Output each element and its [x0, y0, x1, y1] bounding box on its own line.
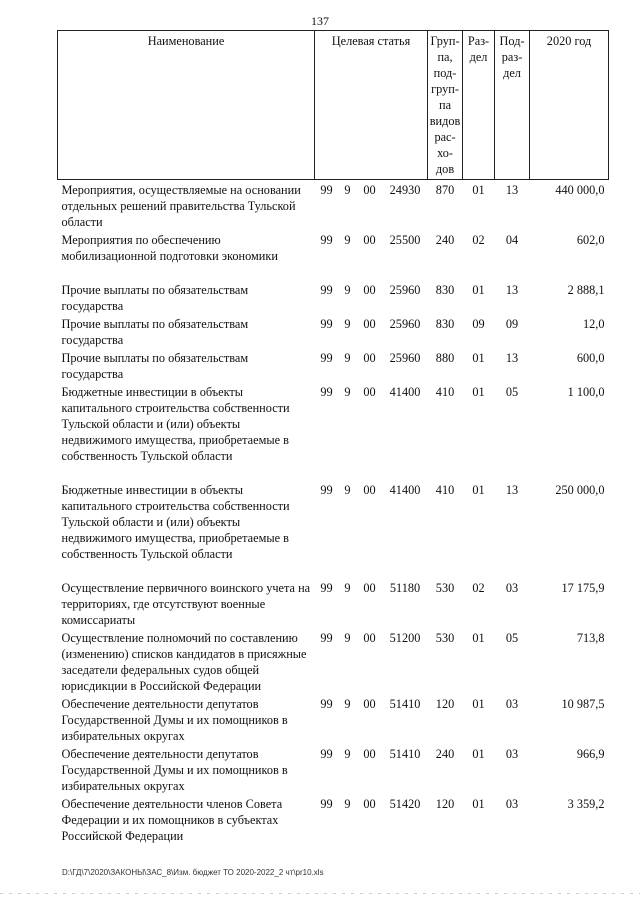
cell-subsection: 03	[505, 581, 519, 595]
scan-artifact-line	[0, 893, 640, 894]
cell-target-subprogram: 9	[344, 747, 351, 761]
file-path-footer: D:\ГД\7\2020\ЗАКОНЫ\ЗАС_8\Изм. бюджет ТО 2020-2022_2 чт\pr10.xls	[62, 868, 324, 877]
cell-target-main-event: 00	[363, 797, 376, 811]
cell-target-main-event: 00	[363, 351, 376, 365]
cell-section: 01	[472, 385, 485, 399]
cell-target-main-event: 00	[363, 283, 376, 297]
cell-target-main-event: 00	[363, 747, 376, 761]
cell-target-program: 99	[320, 797, 333, 811]
cell-subsection: 13	[505, 183, 519, 197]
cell-amount: 713,8	[576, 631, 605, 645]
cell-name: Мероприятия, осуществляемые на основании отдельных решений правительства Тульской области	[61, 183, 301, 229]
cell-subsection: 05	[505, 631, 519, 645]
header-section: Раз-дел	[463, 31, 495, 180]
cell-subsection: 04	[505, 233, 519, 247]
cell-section: 01	[472, 697, 485, 711]
table-row	[58, 628, 609, 694]
cell-target-main-event: 00	[363, 233, 376, 247]
cell-section: 01	[472, 351, 485, 365]
cell-section: 01	[472, 797, 485, 811]
cell-target-direction: 25500	[389, 233, 421, 247]
spacer-cell	[58, 264, 609, 280]
table-row	[58, 744, 609, 794]
cell-subsection: 03	[505, 747, 519, 761]
table-row	[58, 348, 609, 382]
cell-target-subprogram: 9	[344, 385, 351, 399]
cell-amount: 2 888,1	[567, 283, 605, 297]
cell-target-subprogram: 9	[344, 797, 351, 811]
cell-target-program: 99	[320, 385, 333, 399]
cell-expense-group: 830	[435, 317, 455, 331]
cell-target-subprogram: 9	[344, 483, 351, 497]
header-name: Наименование	[58, 31, 315, 180]
cell-target-program: 99	[320, 233, 333, 247]
cell-target-main-event: 00	[363, 697, 376, 711]
cell-section: 01	[472, 183, 485, 197]
cell-target-direction: 51180	[389, 581, 421, 595]
cell-target-direction: 51410	[389, 697, 421, 711]
cell-target-direction: 51200	[389, 631, 421, 645]
cell-target-program: 99	[320, 581, 333, 595]
cell-target-direction: 25960	[389, 283, 421, 297]
cell-target-program: 99	[320, 697, 333, 711]
cell-expense-group: 120	[435, 697, 455, 711]
cell-name: Обеспечение деятельности членов Совета Федерации и их помощников в субъектах Российской Федерации	[61, 797, 283, 843]
cell-amount: 250 000,0	[555, 483, 605, 497]
table-header-row	[58, 31, 609, 180]
table-row	[58, 794, 609, 844]
cell-name: Бюджетные инвестиции в объекты капитального строительства собственности Тульской области и (или) объекты недвижимого имущества, приобретаемые в собственность Тульской области	[61, 483, 290, 561]
cell-amount: 3 359,2	[567, 797, 605, 811]
cell-target-main-event: 00	[363, 317, 376, 331]
cell-target-subprogram: 9	[344, 317, 351, 331]
cell-target-subprogram: 9	[344, 283, 351, 297]
table-row	[58, 382, 609, 464]
cell-section: 01	[472, 631, 485, 645]
cell-amount: 10 987,5	[561, 697, 605, 711]
spacer-cell	[58, 562, 609, 578]
cell-section: 01	[472, 483, 485, 497]
cell-expense-group: 410	[435, 483, 455, 497]
cell-target-program: 99	[320, 747, 333, 761]
cell-target-program: 99	[320, 631, 333, 645]
cell-name: Бюджетные инвестиции в объекты капитального строительства собственности Тульской области и (или) объекты недвижимого имущества, приобретаемые в собственность Тульской области	[61, 385, 290, 463]
cell-expense-group: 530	[435, 631, 455, 645]
cell-target-program: 99	[320, 317, 333, 331]
cell-subsection: 09	[505, 317, 519, 331]
cell-section: 09	[472, 317, 485, 331]
cell-name: Обеспечение деятельности депутатов Государственной Думы и их помощников в избирательных округах	[61, 747, 288, 793]
cell-name: Прочие выплаты по обязательствам государства	[61, 317, 249, 347]
cell-subsection: 13	[505, 483, 519, 497]
cell-target-subprogram: 9	[344, 233, 351, 247]
table-row	[58, 180, 609, 231]
cell-target-subprogram: 9	[344, 631, 351, 645]
table-row	[58, 314, 609, 348]
cell-target-direction: 51420	[389, 797, 421, 811]
cell-name: Прочие выплаты по обязательствам государства	[61, 283, 249, 313]
table-row	[58, 694, 609, 744]
cell-target-direction: 41400	[389, 483, 421, 497]
table-row	[58, 480, 609, 562]
cell-amount: 602,0	[576, 233, 605, 247]
cell-section: 01	[472, 283, 485, 297]
cell-amount: 440 000,0	[555, 183, 605, 197]
cell-expense-group: 870	[435, 183, 455, 197]
cell-target-direction: 41400	[389, 385, 421, 399]
cell-subsection: 03	[505, 697, 519, 711]
cell-amount: 600,0	[576, 351, 605, 365]
cell-target-direction: 25960	[389, 317, 421, 331]
cell-target-main-event: 00	[363, 631, 376, 645]
header-subsection: Под-раз-дел	[495, 31, 530, 180]
cell-amount: 12,0	[583, 317, 605, 331]
cell-target-direction: 25960	[389, 351, 421, 365]
cell-target-main-event: 00	[363, 183, 376, 197]
cell-target-direction: 24930	[389, 183, 421, 197]
header-year-2020: 2020 год	[530, 31, 609, 180]
cell-name: Осуществление полномочий по составлению (изменению) списков кандидатов в присяжные заседатели федеральных судов общей юрисдикции в Российской Федерации	[61, 631, 307, 693]
cell-target-program: 99	[320, 351, 333, 365]
cell-expense-group: 120	[435, 797, 455, 811]
budget-table	[57, 30, 609, 844]
cell-amount: 17 175,9	[561, 581, 605, 595]
table-row	[58, 280, 609, 314]
cell-amount: 1 100,0	[567, 385, 605, 399]
row-spacer	[58, 264, 609, 280]
cell-subsection: 03	[505, 797, 519, 811]
cell-expense-group: 530	[435, 581, 455, 595]
cell-target-main-event: 00	[363, 581, 376, 595]
cell-section: 01	[472, 747, 485, 761]
cell-target-program: 99	[320, 183, 333, 197]
cell-expense-group: 240	[435, 747, 455, 761]
cell-target-program: 99	[320, 283, 333, 297]
cell-target-main-event: 00	[363, 483, 376, 497]
cell-target-subprogram: 9	[344, 351, 351, 365]
spacer-cell	[58, 464, 609, 480]
cell-target-subprogram: 9	[344, 183, 351, 197]
cell-name: Осуществление первичного воинского учета на территориях, где отсутствуют военные комиссариаты	[61, 581, 311, 627]
cell-target-subprogram: 9	[344, 581, 351, 595]
cell-name: Мероприятия по обеспечению мобилизационной подготовки экономики	[61, 233, 278, 263]
cell-section: 02	[472, 233, 485, 247]
cell-target-direction: 51410	[389, 747, 421, 761]
header-target-article: Целевая статья	[315, 31, 428, 180]
cell-name: Прочие выплаты по обязательствам государства	[61, 351, 249, 381]
header-expense-group: Груп-па, под-груп-па видов рас-хо-дов	[428, 31, 463, 180]
cell-expense-group: 410	[435, 385, 455, 399]
cell-target-subprogram: 9	[344, 697, 351, 711]
cell-target-main-event: 00	[363, 385, 376, 399]
cell-amount: 966,9	[576, 747, 605, 761]
cell-expense-group: 830	[435, 283, 455, 297]
cell-subsection: 13	[505, 351, 519, 365]
cell-name: Обеспечение деятельности депутатов Государственной Думы и их помощников в избирательных округах	[61, 697, 288, 743]
cell-target-program: 99	[320, 483, 333, 497]
cell-section: 02	[472, 581, 485, 595]
cell-expense-group: 240	[435, 233, 455, 247]
table-row	[58, 578, 609, 628]
cell-expense-group: 880	[435, 351, 455, 365]
page-number: 137	[311, 14, 329, 28]
cell-subsection: 13	[505, 283, 519, 297]
row-spacer	[58, 464, 609, 480]
row-spacer	[58, 562, 609, 578]
table-row	[58, 230, 609, 264]
cell-subsection: 05	[505, 385, 519, 399]
